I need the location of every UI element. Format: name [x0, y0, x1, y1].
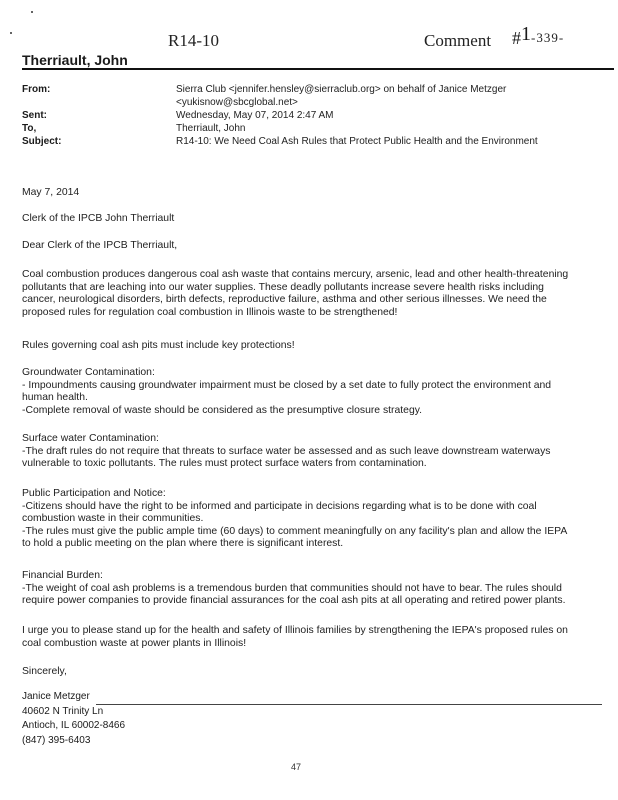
- page-number: 47: [291, 762, 302, 772]
- scan-speck: [10, 32, 12, 34]
- public-participation-section: [22, 488, 582, 551]
- financial-burden-items: -The weight of coal ash problems is a tremendous burden that communities should not have to bear. The rules should require power companies to provide financial assurances for the coal ash pits at all operating and retired power plants.: [22, 582, 566, 607]
- subject-label: Subject:: [22, 136, 62, 147]
- signer-name: Janice Metzger: [22, 691, 90, 702]
- sign-off: Sincerely,: [22, 666, 67, 677]
- docket-number: R14-10: [168, 31, 219, 50]
- public-participation-items: -Citizens should have the right to be informed and participate in decisions regarding what is to be done with coal combustion waste in their communities. -The rules must give the public ample time (60 days) to comment meaningfully on any facility's plan and allow the IEPA to hold a public meeting on the plan where there is significant interest.: [22, 500, 568, 550]
- comment-number-main: 1: [521, 23, 531, 45]
- from-value-line2: <yukisnow@sbcglobal.net>: [176, 97, 298, 108]
- from-value-line1: Sierra Club <jennifer.hensley@sierraclub.org> on behalf of Janice Metzger: [176, 84, 507, 95]
- letter-date: May 7, 2014: [22, 187, 80, 198]
- financial-burden-heading: Financial Burden:: [22, 570, 103, 581]
- from-label: From:: [22, 84, 51, 95]
- letter-salutation: Dear Clerk of the IPCB Therriault,: [22, 240, 178, 251]
- signer-street: 40602 N Trinity Ln: [22, 706, 104, 717]
- surface-water-heading: Surface water Contamination:: [22, 433, 159, 444]
- groundwater-heading: Groundwater Contamination:: [22, 367, 155, 378]
- surface-water-items: -The draft rules do not require that threats to surface water be assessed and as such leave downstream waterways vulnerable to toxic pollutants. The rules must protect surface waters from contamination.: [22, 445, 551, 470]
- groundwater-items: - Impoundments causing groundwater impairment must be closed by a set date to fully protect the environment and human health. -Complete removal of waste should be considered as the presumptive closure strategy.: [22, 379, 552, 416]
- comment-number: [512, 23, 565, 50]
- signer-city: Antioch, IL 60002-8466: [22, 720, 126, 731]
- signature-line: [96, 704, 602, 705]
- hash-symbol: #: [512, 28, 521, 48]
- to-value: Therriault, John: [176, 123, 246, 134]
- letter-intro-paragraph: Coal combustion produces dangerous coal ash waste that contains mercury, arsenic, lead and other health-threatening pollutants that are leaching into our water supplies. These deadly pollutants increase severe health risks including cancer, neurological disorders, birth defects, reproductive failure, asthma and other serious illnesses. We need the proposed rules for regulation coal combustion in Illinois waste to be strengthened!: [22, 269, 569, 318]
- groundwater-section: [22, 367, 582, 417]
- surface-water-section: [22, 433, 582, 471]
- signer-phone: (847) 395-6403: [22, 735, 91, 746]
- letter-addressee: Clerk of the IPCB John Therriault: [22, 213, 175, 224]
- to-label: To,: [22, 123, 37, 134]
- public-participation-heading: Public Participation and Notice:: [22, 488, 166, 499]
- subject-value: R14-10: We Need Coal Ash Rules that Protect Public Health and the Environment: [176, 136, 538, 147]
- recipient-name: Therriault, John: [22, 52, 128, 68]
- sent-value: Wednesday, May 07, 2014 2:47 AM: [176, 110, 334, 121]
- scan-speck: [31, 11, 33, 13]
- comment-label: Comment: [424, 31, 492, 50]
- closing-paragraph: I urge you to please stand up for the health and safety of Illinois families by strengthening the IEPA's proposed rules on coal combustion waste at power plants in Illinois!: [22, 625, 568, 649]
- financial-burden-section: [22, 570, 582, 608]
- comment-number-suffix: -339-: [531, 30, 565, 45]
- rules-intro: Rules governing coal ash pits must include key protections!: [22, 340, 295, 351]
- sent-label: Sent:: [22, 110, 47, 121]
- header-divider: [22, 68, 614, 70]
